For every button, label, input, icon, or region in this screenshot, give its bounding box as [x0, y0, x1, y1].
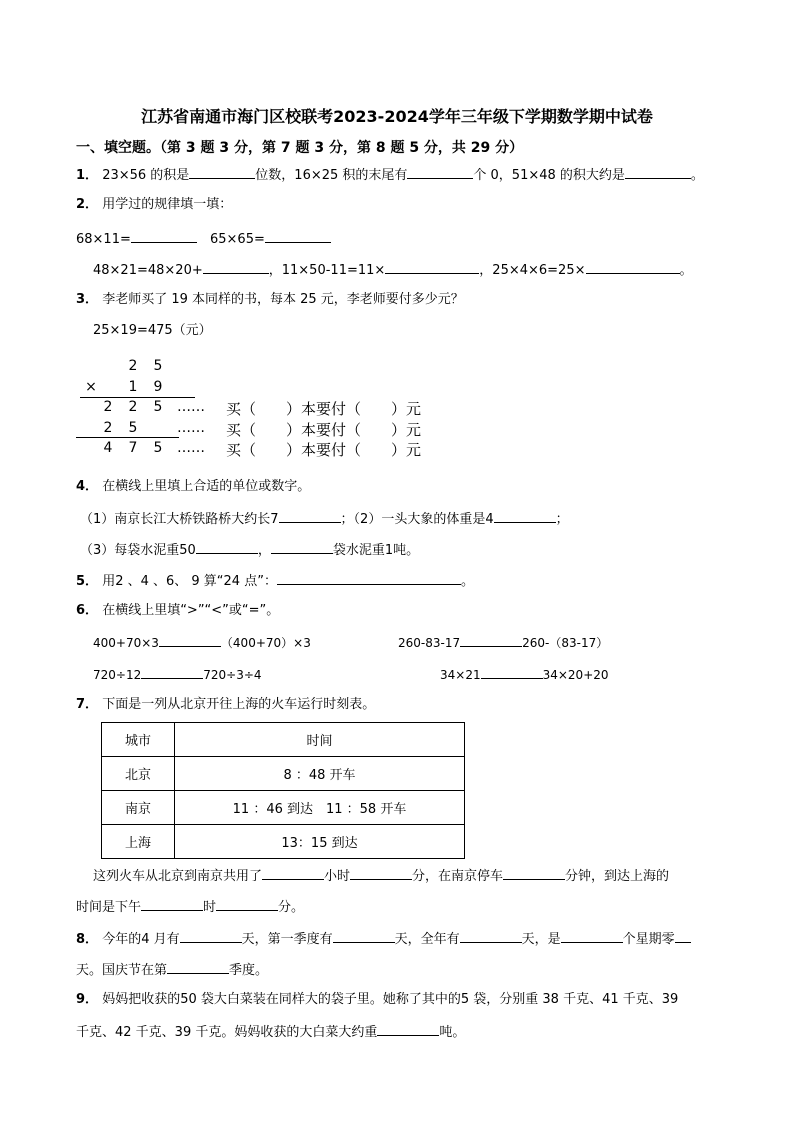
dots: ……: [177, 420, 205, 436]
q4-part-1c: ；: [555, 512, 569, 527]
question-5: [76, 570, 474, 592]
answer-blank[interactable]: [167, 959, 229, 974]
q4-line-1: [80, 508, 569, 530]
q9-text-1: 妈妈把收获的50 袋大白菜装在同样大的袋子里。她称了其中的5 袋，分别重 38 千克、41 千克、39: [102, 992, 679, 1007]
question-number: 8．: [76, 932, 99, 947]
question-number: 7．: [76, 697, 99, 712]
times-sign: ×: [85, 379, 97, 395]
q7-text-7: 分。: [278, 900, 305, 915]
q7-text-6: 时: [203, 900, 217, 915]
q6-expr-right: 34×20+20: [542, 668, 609, 682]
q4-line-3: [80, 539, 419, 561]
q1-text-2: 位数，16×25 积的末尾有: [255, 168, 408, 183]
q7-text: 下面是一列从北京开往上海的火车运行时刻表。: [102, 697, 376, 712]
answer-blank[interactable]: [196, 539, 258, 554]
question-number: 1．: [76, 168, 99, 183]
q4-text: 在横线上里填上合适的单位或数字。: [102, 479, 311, 494]
q4-part-3a: （3）每袋水泥重50: [80, 543, 196, 558]
table-row: [102, 825, 465, 859]
digit: 5: [153, 399, 163, 415]
table-header-cell: 城市: [102, 723, 175, 757]
q7-text-4: 分钟，到达上海的: [565, 869, 670, 884]
question-number: 9．: [76, 992, 99, 1007]
q8-text-1: 今年的4 月有: [102, 932, 180, 947]
answer-blank[interactable]: [141, 664, 203, 679]
q1-text-3: 个 0，51×48 的积大约是: [473, 168, 625, 183]
question-8: [76, 928, 691, 950]
question-number: 6．: [76, 603, 99, 618]
question-3: [76, 290, 464, 310]
table-cell: 南京: [102, 791, 175, 825]
q3-text: 李老师买了 19 本同样的书，每本 25 元，李老师要付多少元？: [102, 292, 464, 307]
answer-blank[interactable]: [350, 865, 412, 880]
page-title: 江苏省南通市海门区校联考2023-2024学年三年级下学期数学期中试卷: [141, 107, 653, 126]
answer-blank[interactable]: [271, 539, 333, 554]
answer-blank[interactable]: [586, 259, 680, 274]
question-number: 3．: [76, 292, 99, 307]
answer-blank[interactable]: [189, 164, 255, 179]
answer-blank[interactable]: [141, 896, 203, 911]
q3-equation: 25×19=475（元）: [93, 323, 212, 338]
q9-text-2: 千克、42 千克、39 千克。妈妈收获的大白菜大约重: [76, 1025, 378, 1040]
digit: 4: [103, 440, 113, 456]
q2-line-c: [93, 259, 693, 281]
answer-blank[interactable]: [333, 928, 395, 943]
q8-text-2: 天，第一季度有: [241, 932, 333, 947]
table-header-row: [102, 723, 465, 757]
digit: 9: [153, 379, 163, 395]
table-cell: 上海: [102, 825, 175, 859]
digit: 2: [128, 399, 138, 415]
q7-text-5: 时间是下午: [76, 900, 142, 915]
q2-line-a: [76, 228, 197, 250]
q6-expr-right: 260-（83-17）: [522, 636, 609, 650]
q5-text: 用2 、4 、6、 9 算“24 点”：: [102, 574, 277, 589]
calc-underline: [76, 437, 179, 438]
dots: ……: [177, 399, 205, 415]
answer-blank[interactable]: [265, 228, 331, 243]
q4-part-3b: ，: [257, 543, 271, 558]
answer-blank[interactable]: [159, 632, 221, 647]
question-number: 5．: [76, 574, 99, 589]
q9-text-3: 吨。: [439, 1025, 466, 1040]
answer-blank[interactable]: [216, 896, 278, 911]
table-cell: 8 ：48 开车: [175, 757, 465, 791]
q5-end: 。: [460, 574, 474, 589]
q6-expr-right: 720÷3÷4: [203, 668, 262, 682]
question-4: [76, 477, 310, 497]
answer-blank[interactable]: [503, 865, 565, 880]
table-cell: 北京: [102, 757, 175, 791]
q6-compare-d: [440, 664, 609, 685]
digit: 2: [103, 399, 113, 415]
answer-blank[interactable]: [203, 259, 269, 274]
q8-text-3: 天，全年有: [394, 932, 460, 947]
train-timetable: [101, 722, 465, 859]
table-cell: 11 ：46 到达 11 ：58 开车: [175, 791, 465, 825]
q6-compare-c: [93, 664, 262, 685]
q8-text-7: 季度。: [229, 963, 269, 978]
q4-part-1a: （1）南京长江大桥铁路桥大约长7: [80, 512, 279, 527]
digit: 1: [128, 379, 138, 395]
q6-expr-left: 720÷12: [93, 668, 142, 682]
q6-expr-left: 400+70×3: [93, 636, 159, 650]
q2-expr-a: 68×11=: [76, 232, 131, 247]
q2-expr-c2: ，11×50-11=11×: [268, 263, 386, 278]
buy-text: 买（ ）本要付（ ）元: [226, 421, 422, 439]
answer-blank[interactable]: [625, 164, 691, 179]
q2-expr-c3: ，25×4×6=25×: [479, 263, 586, 278]
q4-part-3c: 袋水泥重1吨。: [332, 543, 420, 558]
answer-blank[interactable]: [262, 865, 324, 880]
q2-expr-b: 65×65=: [210, 232, 265, 247]
q1-text-4: 。: [690, 168, 704, 183]
answer-blank[interactable]: [675, 928, 691, 943]
digit: 2: [103, 420, 113, 436]
q7-text-2: 小时: [324, 869, 351, 884]
q7-sentence-2: [76, 896, 304, 918]
q8-text-5: 个星期零: [622, 932, 675, 947]
calc-underline: [80, 397, 195, 398]
table-cell: 13：15 到达: [175, 825, 465, 859]
dots: ……: [177, 440, 205, 456]
answer-blank[interactable]: [180, 928, 242, 943]
question-6: [76, 601, 279, 621]
question-2: [76, 195, 232, 215]
answer-blank[interactable]: [460, 632, 522, 647]
question-9: [76, 990, 678, 1010]
answer-blank[interactable]: [561, 928, 623, 943]
q8-line-2: [76, 959, 268, 981]
table-row: [102, 791, 465, 825]
q6-text: 在横线上里填“>”“<”或“=”。: [102, 603, 280, 618]
q2-expr-c1: 48×21=48×20+: [93, 263, 203, 278]
q8-text-4: 天，是: [521, 932, 561, 947]
question-7: [76, 695, 375, 715]
q1-text-1: 23×56 的积是: [102, 168, 190, 183]
q6-expr-left: 34×21: [440, 668, 481, 682]
answer-blank[interactable]: [277, 570, 461, 585]
question-1: [76, 164, 704, 186]
section-heading: 一、填空题。（第 3 题 3 分，第 7 题 3 分，第 8 题 5 分，共 29 分）: [76, 140, 524, 156]
answer-blank[interactable]: [407, 164, 473, 179]
q2-expr-c4: 。: [679, 263, 693, 278]
q7-text-3: 分，在南京停车: [412, 869, 504, 884]
digit: 5: [153, 358, 163, 374]
answer-blank[interactable]: [460, 928, 522, 943]
table-header-cell: 时间: [175, 723, 465, 757]
q2-line-b: [210, 228, 331, 250]
q7-text-1: 这列火车从北京到南京共用了: [93, 869, 263, 884]
answer-blank[interactable]: [131, 228, 197, 243]
question-number: 2．: [76, 197, 99, 212]
answer-blank[interactable]: [279, 508, 341, 523]
question-number: 4．: [76, 479, 99, 494]
digit: 7: [128, 440, 138, 456]
q7-sentence-1: [93, 865, 669, 887]
q9-line-2: [76, 1021, 465, 1043]
q6-expr-right: （400+70）×3: [220, 636, 311, 650]
digit: 5: [153, 440, 163, 456]
answer-blank[interactable]: [481, 664, 543, 679]
digit: 2: [128, 358, 138, 374]
q6-compare-a: [93, 632, 311, 653]
q6-compare-b: [398, 632, 608, 653]
q6-expr-left: 260-83-17: [398, 636, 461, 650]
buy-text: 买（ ）本要付（ ）元: [226, 441, 422, 459]
q8-text-6: 天。国庆节在第: [76, 963, 168, 978]
answer-blank[interactable]: [494, 508, 556, 523]
table-row: [102, 757, 465, 791]
answer-blank[interactable]: [377, 1021, 439, 1036]
q2-text: 用学过的规律填一填：: [102, 197, 233, 212]
digit: 5: [128, 420, 138, 436]
answer-blank[interactable]: [385, 259, 479, 274]
q4-part-1b: ；（2）一头大象的体重是4: [340, 512, 494, 527]
buy-text: 买（ ）本要付（ ）元: [226, 400, 422, 418]
